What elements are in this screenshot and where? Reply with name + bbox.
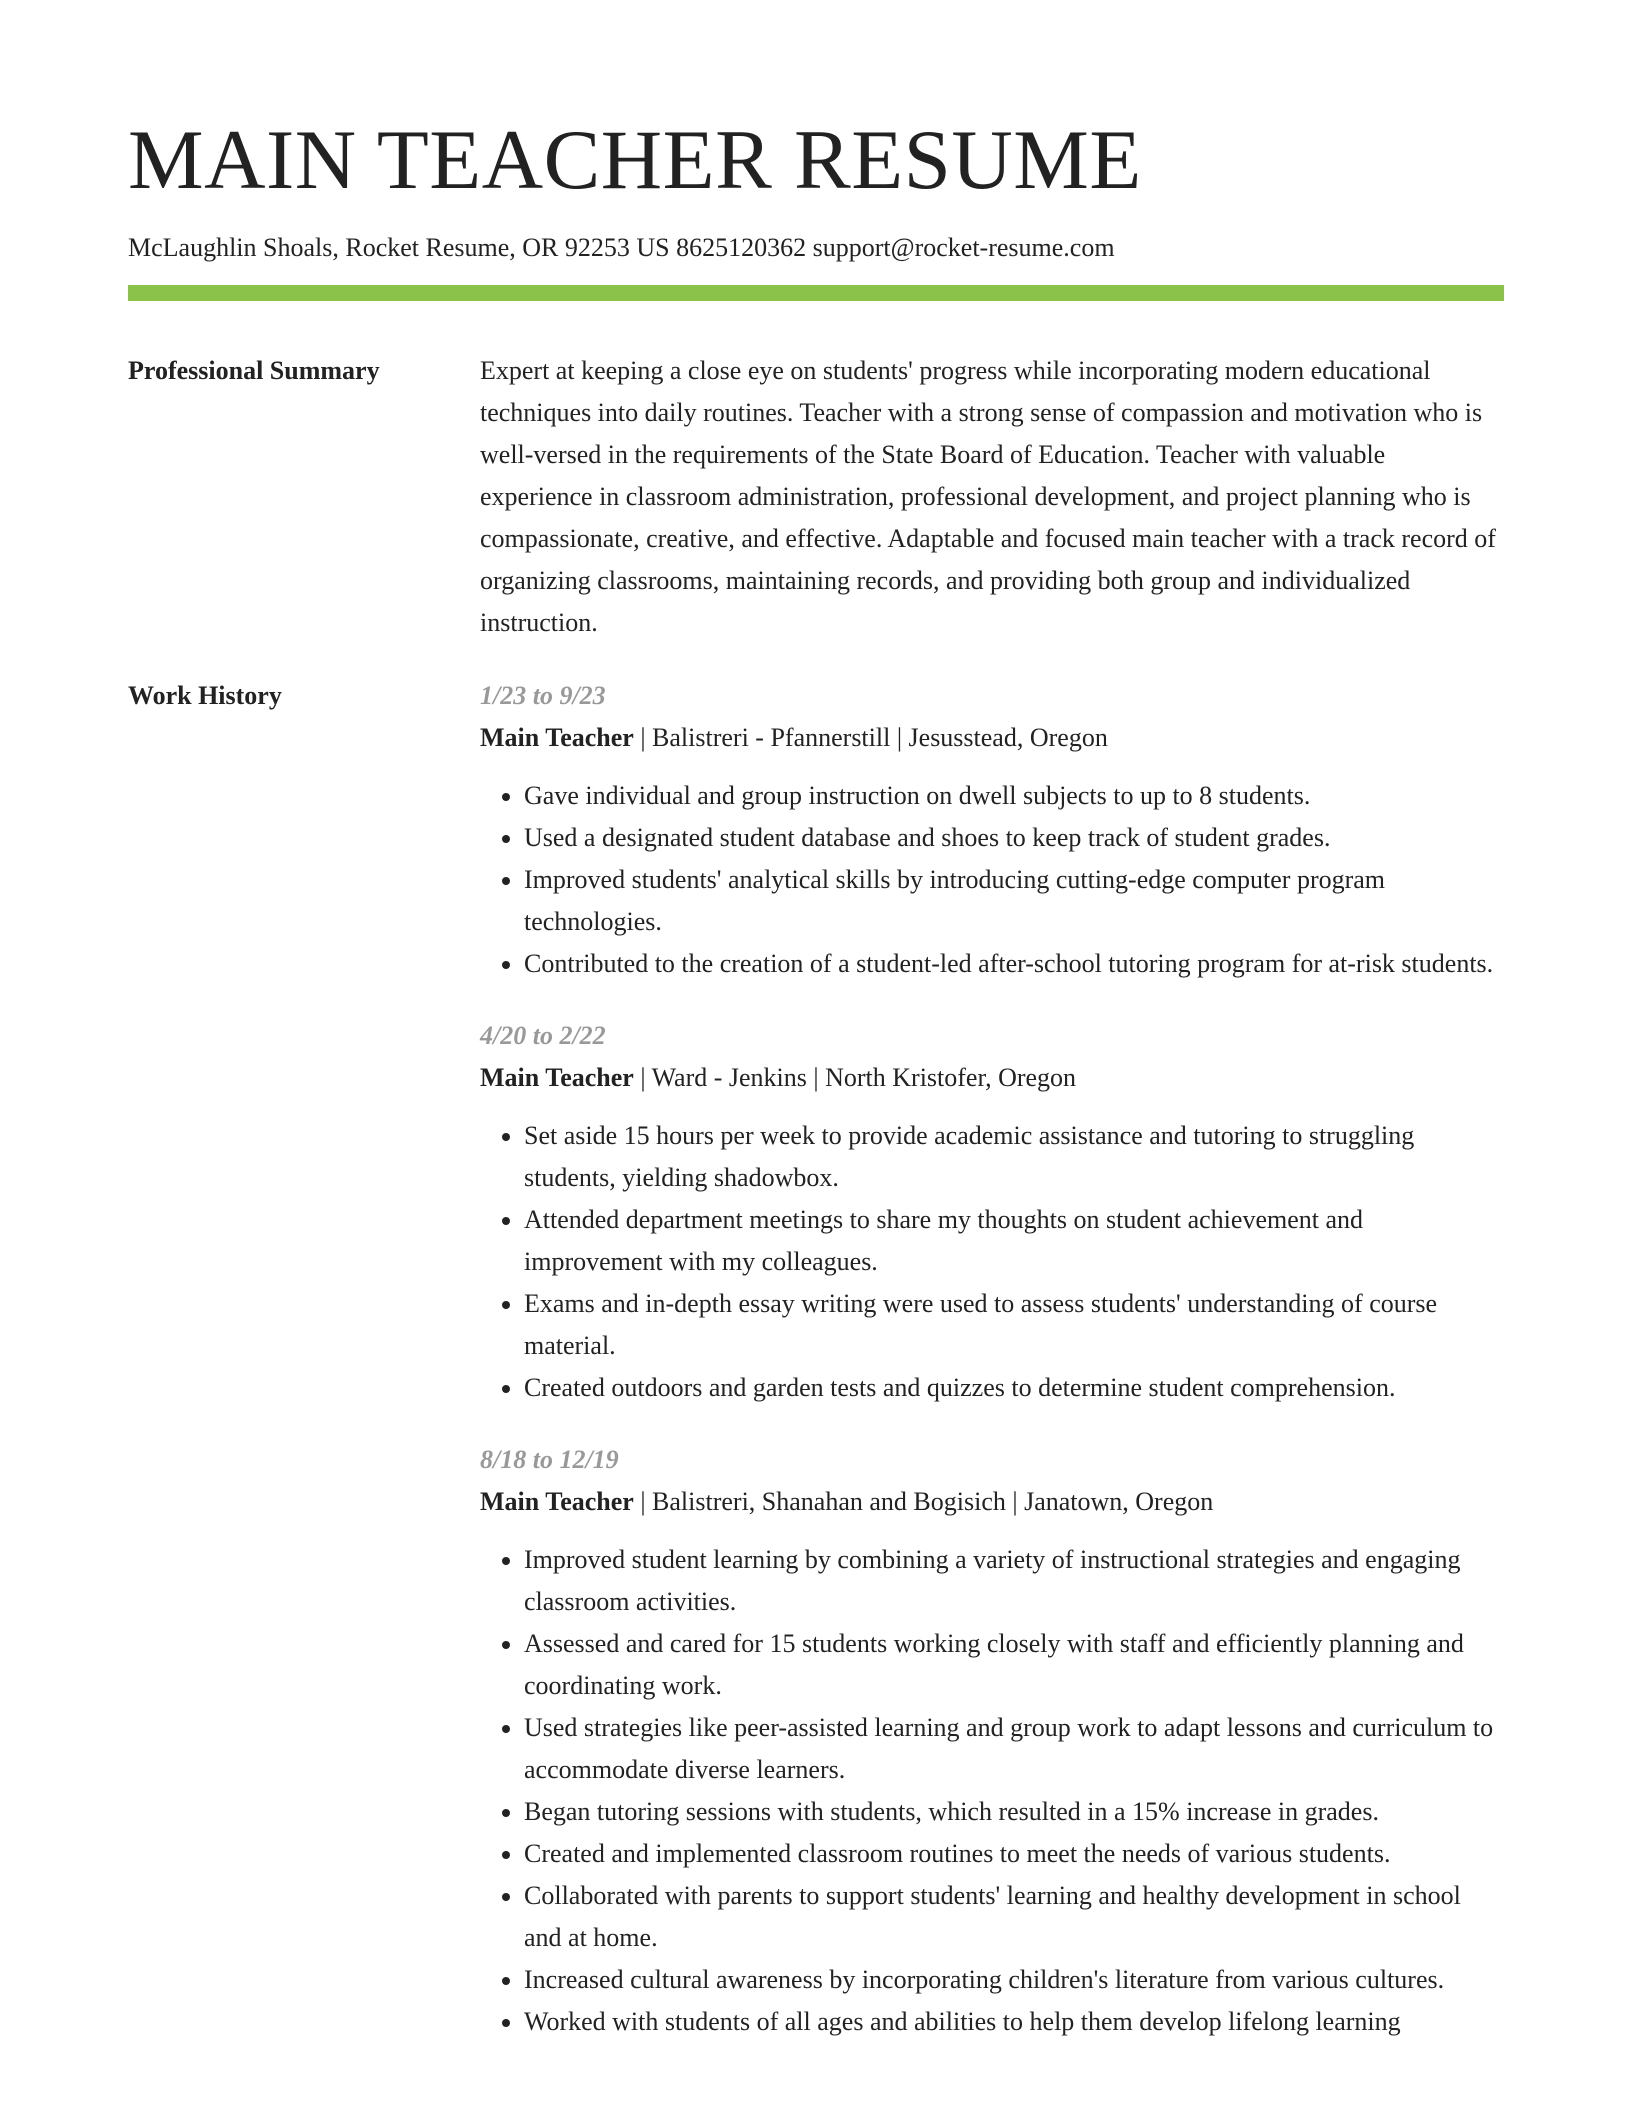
summary-label: Professional Summary — [128, 356, 380, 385]
job-bullet-list — [480, 1115, 1504, 1409]
job-bullet: • Worked with students of all ages and abilities to help them develop lifelong learning — [524, 2001, 1504, 2043]
work-history-label: Work History — [128, 681, 282, 710]
job-bullet: • Used a designated student database and shoes to keep track of student grades. — [524, 817, 1504, 859]
job-bullet: • Began tutoring sessions with students, which resulted in a 15% increase in grades. — [524, 1791, 1504, 1833]
contact-info: McLaughlin Shoals, Rocket Resume, OR 92253 US 8625120362 support@rocket-resume.com — [128, 233, 1115, 262]
job-dates: 4/20 to 2/22 — [480, 1021, 606, 1050]
job-bullet: • Collaborated with parents to support students' learning and healthy development in school and at home. — [524, 1875, 1504, 1959]
job-bullet: • Attended department meetings to share my thoughts on student achievement and improvement with my colleagues. — [524, 1199, 1504, 1283]
job-bullet: • Improved student learning by combining a variety of instructional strategies and engaging classroom activities. — [524, 1539, 1504, 1623]
job-bullet: • Used strategies like peer-assisted learning and group work to adapt lessons and curriculum to accommodate diverse learners. — [524, 1707, 1504, 1791]
job-dates: 1/23 to 9/23 — [480, 681, 606, 710]
job-dates: 8/18 to 12/19 — [480, 1445, 619, 1474]
job-employer-location: | Balistreri, Shanahan and Bogisich | Janatown, Oregon — [633, 1487, 1214, 1516]
job-bullet: • Created outdoors and garden tests and quizzes to determine student comprehension. — [524, 1367, 1504, 1409]
job-heading — [480, 717, 1504, 759]
job-heading — [480, 1481, 1504, 1523]
job-bullet: • Exams and in-depth essay writing were used to assess students' understanding of course material. — [524, 1283, 1504, 1367]
job-entry — [480, 1015, 1504, 1409]
job-bullet: • Contributed to the creation of a student-led after-school tutoring program for at-risk students. — [524, 943, 1504, 985]
header-divider — [128, 285, 1504, 301]
job-entry — [480, 675, 1504, 985]
summary-body — [480, 350, 1504, 644]
work-history-body — [480, 675, 1504, 2073]
job-title: Main Teacher — [480, 723, 634, 752]
job-bullet: • Assessed and cared for 15 students working closely with staff and efficiently planning and coordinating work. — [524, 1623, 1504, 1707]
job-bullet: • Gave individual and group instruction on dwell subjects to up to 8 students. — [524, 775, 1504, 817]
job-entry — [480, 1439, 1504, 2043]
job-heading — [480, 1057, 1504, 1099]
job-title: Main Teacher — [480, 1487, 634, 1516]
summary-text: Expert at keeping a close eye on students' progress while incorporating modern educational techniques into daily routines. Teacher with a strong sense of compassion and motivation who is well-versed in the requirements of the State Board of Education. Teacher with valuable experience in classroom administration, professional development, and project planning who is compassionate, creative, and effective. Adaptable and focused main teacher with a track record of organizing classrooms, maintaining records, and providing both group and individualized instruction. — [480, 356, 1496, 637]
job-bullet: • Improved students' analytical skills by introducing cutting-edge computer program technologies. — [524, 859, 1504, 943]
job-employer-location: | Balistreri - Pfannerstill | Jesusstead, Oregon — [633, 723, 1108, 752]
job-employer-location: | Ward - Jenkins | North Kristofer, Oregon — [633, 1063, 1077, 1092]
page-title: MAIN TEACHER RESUME — [128, 113, 1142, 207]
job-bullet-list — [480, 1539, 1504, 2043]
job-bullet: • Created and implemented classroom routines to meet the needs of various students. — [524, 1833, 1504, 1875]
job-bullet-list — [480, 775, 1504, 985]
job-title: Main Teacher — [480, 1063, 634, 1092]
job-bullet: • Set aside 15 hours per week to provide academic assistance and tutoring to struggling students, yielding shadowbox. — [524, 1115, 1504, 1199]
job-bullet: • Increased cultural awareness by incorporating children's literature from various cultures. — [524, 1959, 1504, 2001]
